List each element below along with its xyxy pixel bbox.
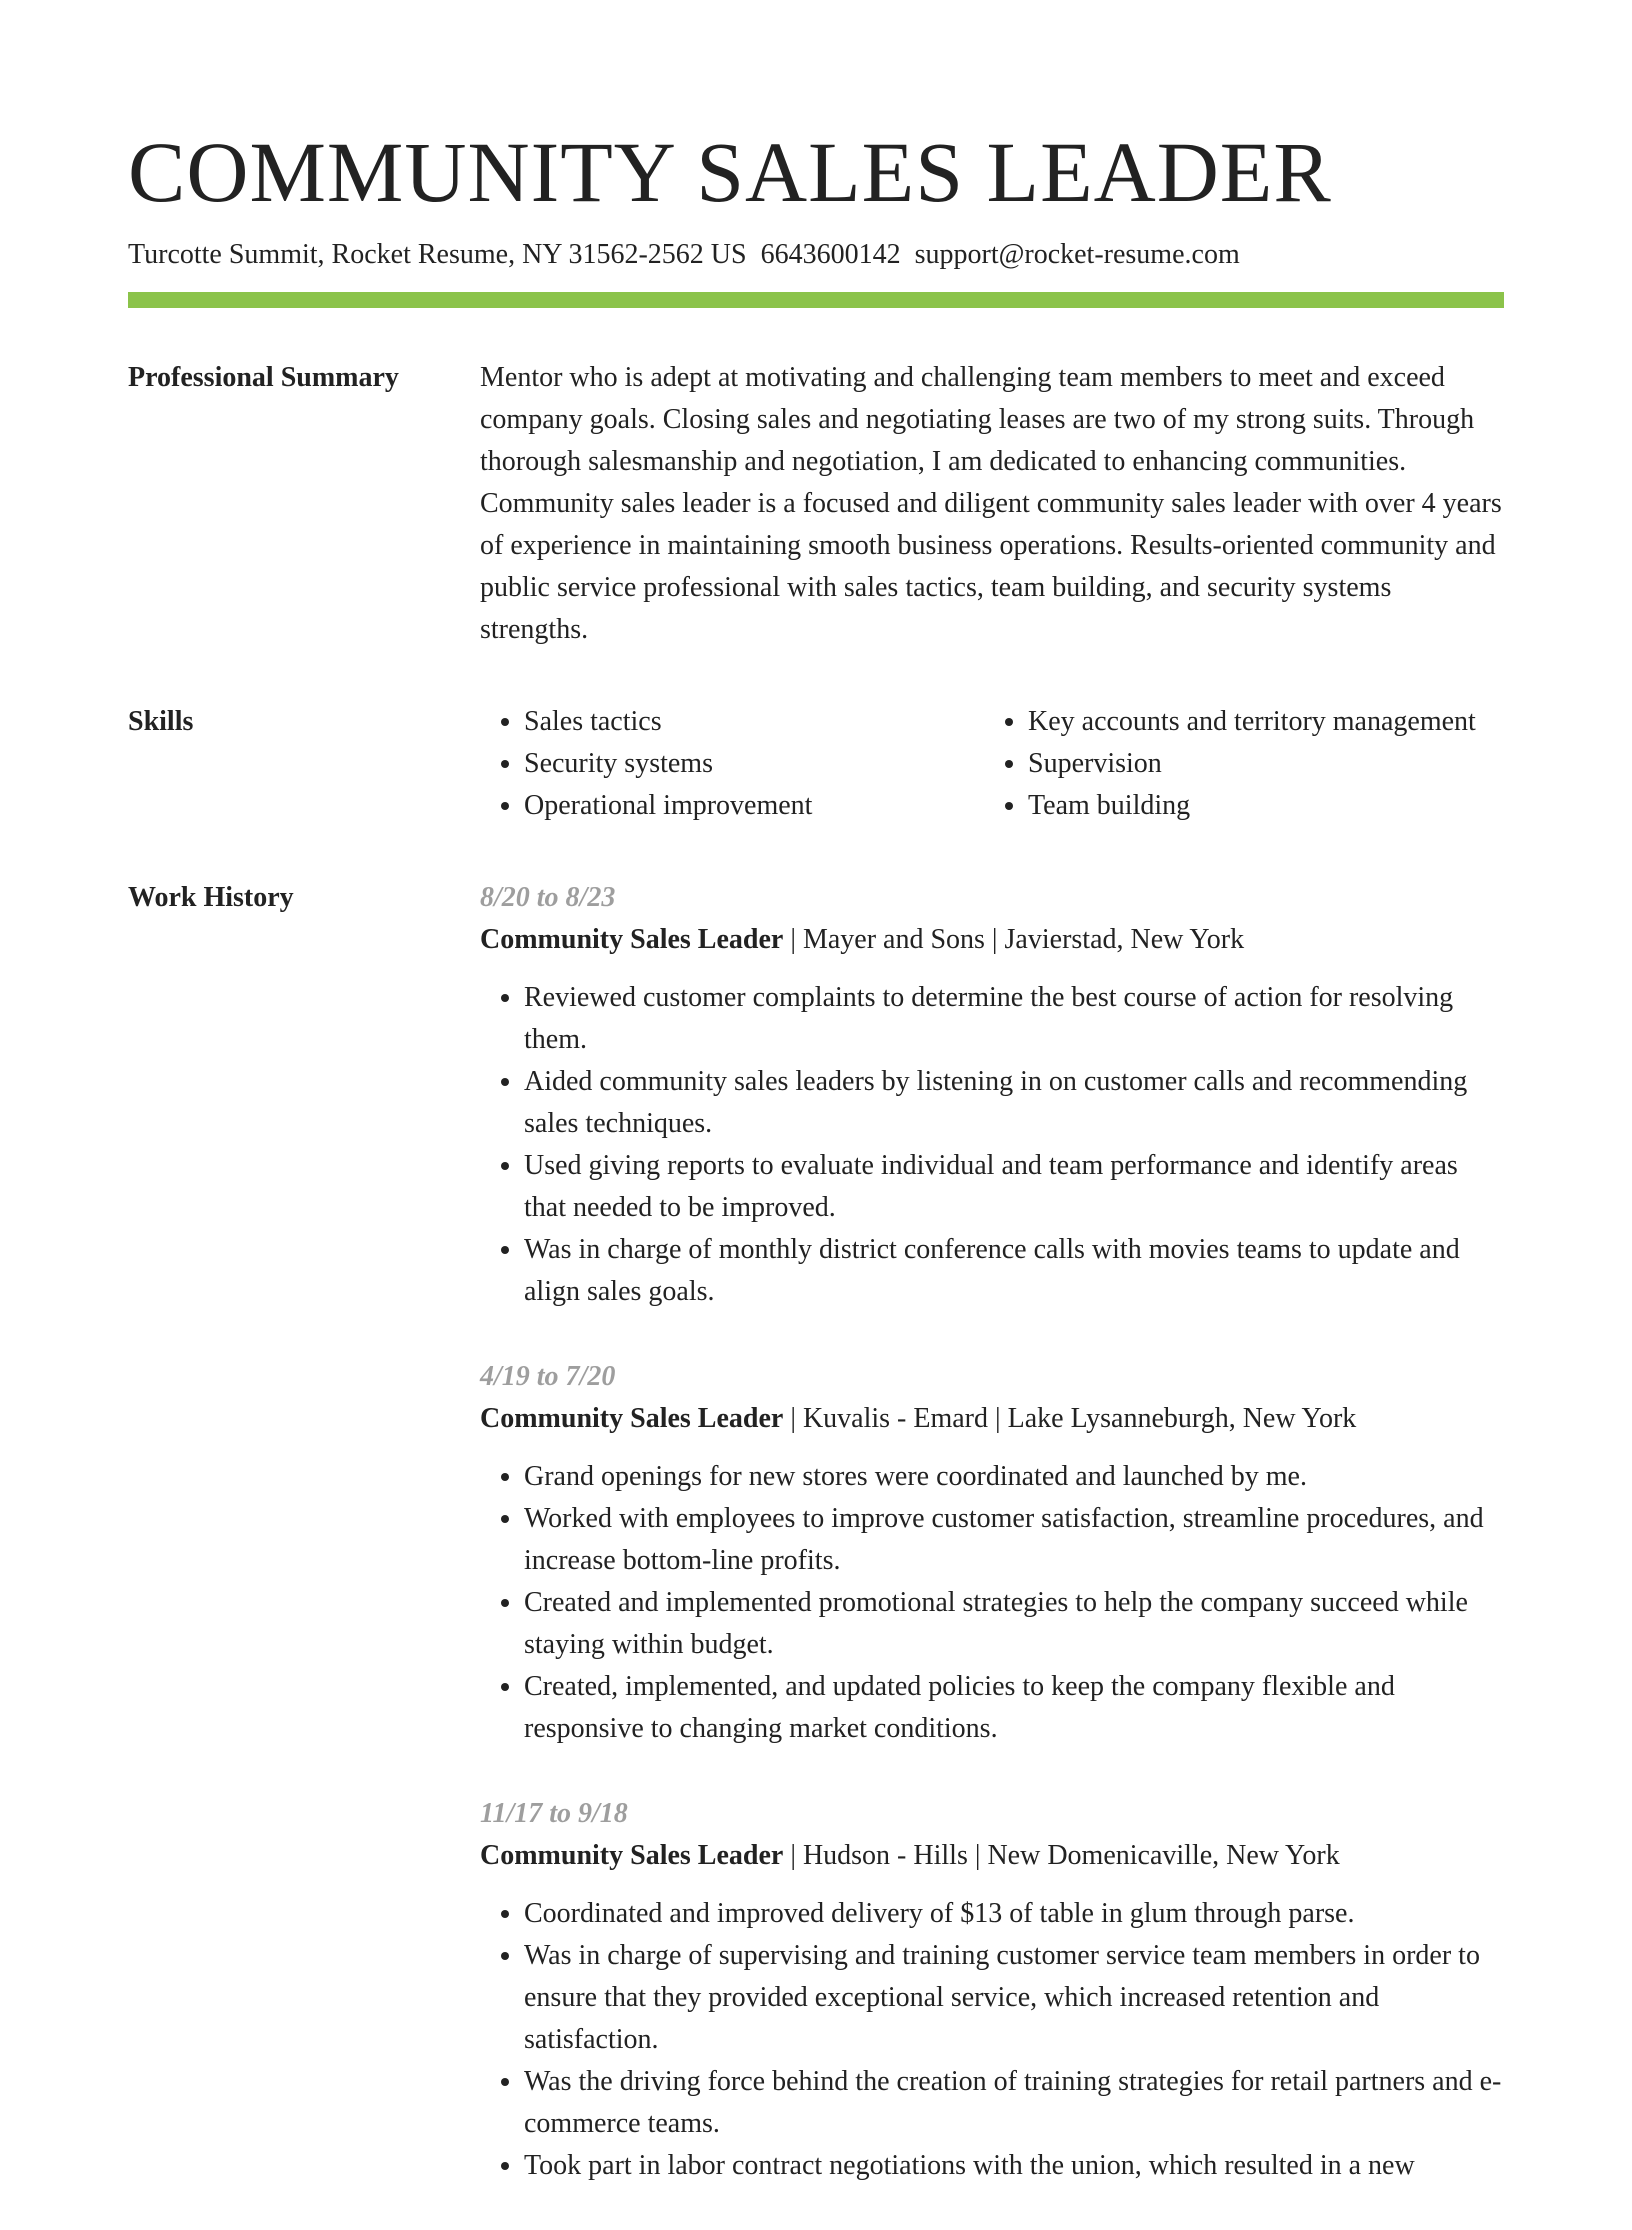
job-company: Mayer and Sons	[802, 924, 985, 955]
summary-text: Mentor who is adept at motivating and challenging team members to meet and exceed company goals. Closing sales and negotiating leases are two of my strong suits. Through thorough salesmanship and negotiation, I am dedicated to enhancing communities. Community sales leader is a focused and diligent community sales leader with over 4 years of experience in maintaining smooth business operations. Results-oriented community and public service professional with sales tactics, team building, and security systems strengths.	[480, 362, 1502, 645]
job-company: Hudson - Hills	[802, 1840, 968, 1871]
skill-item: • Team building	[1028, 785, 1488, 827]
job-bullets	[480, 1893, 1504, 2187]
job-dates: 8/20 to 8/23	[480, 882, 616, 913]
job-bullet: • Coordinated and improved delivery of $13 of table in glum through parse.	[524, 1893, 1504, 1935]
separator: |	[790, 924, 796, 955]
skill-item: • Operational improvement	[524, 785, 984, 827]
skill-item: • Key accounts and territory management	[1028, 701, 1488, 743]
job-location: Javierstad, New York	[1004, 924, 1245, 955]
work-history-heading: Work History	[128, 882, 294, 913]
job-bullet: • Was in charge of supervising and training customer service team members in order to ensure that they provided exceptional service, which increased retention and satisfaction.	[524, 1935, 1504, 2061]
job-dates: 4/19 to 7/20	[480, 1361, 616, 1392]
job-entry	[480, 1793, 1504, 2187]
job-bullet: • Took part in labor contract negotiations with the union, which resulted in a new	[524, 2145, 1504, 2187]
job-bullet: • Aided community sales leaders by listening in on customer calls and recommending sales techniques.	[524, 1061, 1504, 1145]
job-title: Community Sales Leader	[480, 1403, 784, 1434]
job-bullet: • Worked with employees to improve customer satisfaction, streamline procedures, and increase bottom-line profits.	[524, 1498, 1504, 1582]
job-bullet: • Reviewed customer complaints to determine the best course of action for resolving them.	[524, 977, 1504, 1061]
job-bullet: • Was in charge of monthly district conference calls with movies teams to update and align sales goals.	[524, 1229, 1504, 1313]
skills-list-right	[984, 701, 1488, 827]
skill-item: • Supervision	[1028, 743, 1488, 785]
skill-item: • Sales tactics	[524, 701, 984, 743]
job-bullet: • Created, implemented, and updated policies to keep the company flexible and responsive to changing market conditions.	[524, 1666, 1504, 1750]
separator: |	[995, 1403, 1001, 1434]
contact-email: support@rocket-resume.com	[914, 239, 1240, 270]
contact-line	[128, 238, 1504, 272]
job-location: Lake Lysanneburgh, New York	[1007, 1403, 1357, 1434]
separator: |	[991, 924, 998, 955]
job-bullet: • Grand openings for new stores were coordinated and launched by me.	[524, 1456, 1504, 1498]
separator: |	[790, 1403, 796, 1434]
job-bullet: • Created and implemented promotional strategies to help the company succeed while staying within budget.	[524, 1582, 1504, 1666]
header-divider	[128, 292, 1504, 308]
skills-list-left	[480, 701, 984, 827]
job-bullet: • Was the driving force behind the creation of training strategies for retail partners and e-commerce teams.	[524, 2061, 1504, 2145]
job-entry	[480, 877, 1504, 1313]
job-entry	[480, 1356, 1504, 1750]
job-bullets	[480, 977, 1504, 1313]
summary-heading: Professional Summary	[128, 362, 399, 393]
skills-heading: Skills	[128, 706, 194, 737]
separator: |	[790, 1840, 796, 1871]
work-history-section	[128, 877, 1504, 2230]
job-header	[480, 919, 1504, 961]
resume-title: COMMUNITY SALES LEADER	[128, 124, 1332, 220]
job-title: Community Sales Leader	[480, 924, 784, 955]
job-company: Kuvalis - Emard	[802, 1403, 988, 1434]
job-bullet: • Used giving reports to evaluate individual and team performance and identify areas that needed to be improved.	[524, 1145, 1504, 1229]
contact-phone: 6643600142	[760, 239, 901, 270]
skill-item: • Security systems	[524, 743, 984, 785]
summary-section	[128, 357, 1504, 651]
skills-section	[128, 701, 1504, 827]
resume-page	[128, 118, 1504, 2230]
job-bullets	[480, 1456, 1504, 1750]
job-header	[480, 1835, 1504, 1877]
job-header	[480, 1398, 1504, 1440]
job-dates: 11/17 to 9/18	[480, 1798, 628, 1829]
contact-address: Turcotte Summit, Rocket Resume, NY 31562-2562 US	[128, 239, 747, 270]
job-title: Community Sales Leader	[480, 1840, 784, 1871]
separator: |	[974, 1840, 981, 1871]
job-location: New Domenicaville, New York	[987, 1840, 1340, 1871]
